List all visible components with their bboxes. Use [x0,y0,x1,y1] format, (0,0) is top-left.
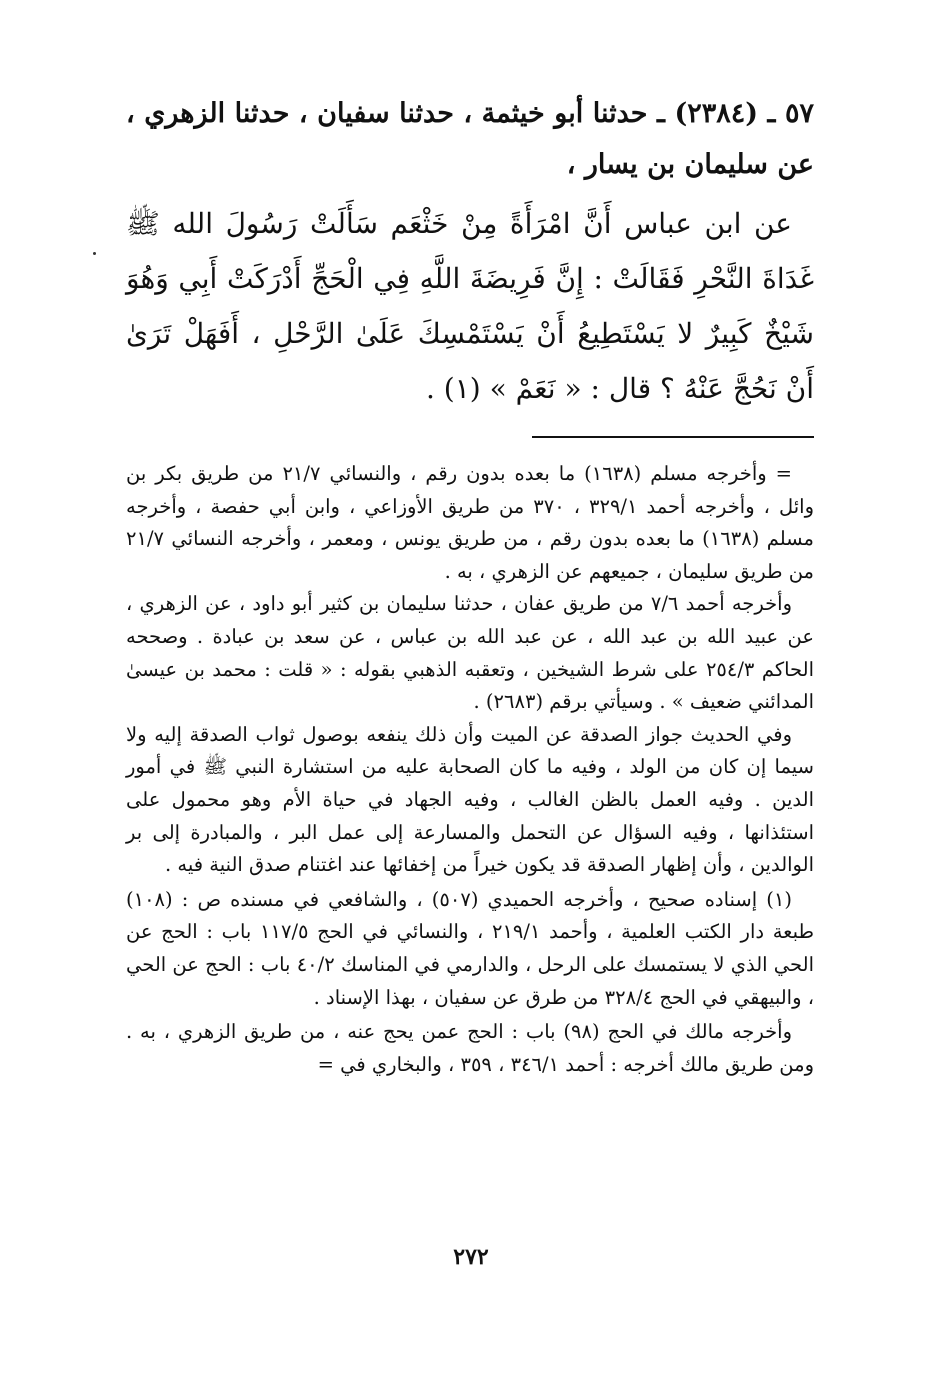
hadith-matn: عن ابن عباس أَنَّ امْرَأَةً مِنْ خَثْعَم سَأَلَتْ رَسُولَ الله ﷺ غَدَاةَ النَّحْرِ فَقَالَتْ : إِنَّ فَرِيضَةَ اللَّهِ فِي الْحَجِّ أَدْرَكَتْ أَبِي وَهُوَ شَيْخٌ كَبِيرٌ لا يَسْتَطِيعُ أَنْ يَسْتَمْسِكَ عَلَىٰ الرَّحْلِ ، أَفَهَلْ تَرَىٰ أَنْ نَحُجَّ عَنْهُ ؟ قال : « نَعَمْ » (١) . [126,207,814,405]
isnad-text: حدثنا أبو خيثمة ، حدثنا سفيان ، حدثنا الزهري ، عن سليمان بن يسار ، [126,98,814,180]
footnote-paragraph: وأخرجه أحمد ٧/٦ من طريق عفان ، حدثنا سليمان بن كثير أبو داود ، عن الزهري ، عن عبيد الله بن عبد الله ، عن عبد الله بن عباس ، عن سعد بن عبادة . وصححه الحاكم ٢٥٤/٣ على شرط الشيخين ، وتعقبه الذهبي بقوله : « قلت : محمد بن عيسىٰ المدائني ضعيف » . وسيأتي برقم (٢٦٨٣) . [126,592,814,714]
hadith-isnad [126,88,814,190]
hadith-number: ٥٧ ـ (٢٣٨٤) ـ [657,98,814,129]
footnote-paragraph: = وأخرجه مسلم (١٦٣٨) ما بعده بدون رقم ، والنسائي ٢١/٧ من طريق بكر بن وائل ، وأخرجه أحمد ٣٢٩/١ ، ٣٧٠ من طريق الأوزاعي ، وابن أبي حفصة ، وأخرجه مسلم (١٦٣٨) ما بعده بدون رقم ، من طريق يونس ، ومعمر ، وأخرجه النسائي ٢١/٧ من طريق سليمان ، جميعهم عن الزهري ، به . [126,462,814,583]
footnote-separator [532,436,814,438]
footnote-paragraph: وأخرجه مالك في الحج (٩٨) باب : الحج عمن يحج عنه ، من طريق الزهري ، به . ومن طريق مالك أخرجه : أحمد ٣٤٦/١ ، ٣٥٩ ، والبخاري في = [126,1020,814,1076]
footnote-paragraph: وفي الحديث جواز الصدقة عن الميت وأن ذلك ينفعه بوصول ثواب الصدقة إليه ولا سيما إن كان من الولد ، وفيه ما كان الصحابة عليه من استشارة النبي ﷺ في أمور الدين . وفيه العمل بالظن الغالب ، وفيه الجهاد في حياة الأم وهو محمول على استئذانها ، وفيه السؤال عن التحمل والمسارعة إلى عمل البر ، والمبادرة إلى بر الوالدين ، وأن إظهار الصدقة قد يكون خيراً من إخفائها عند اغتنام صدق النية فيه . [126,722,814,877]
page-number: ٢٧٢ [453,1244,489,1270]
footnote-paragraph: (١) إسناده صحيح ، وأخرجه الحميدي (٥٠٧) ، والشافعي في مسنده ص : (١٠٨) طبعة دار الكتب العلمية ، وأحمد ٢١٩/١ ، والنسائي في الحج ١١٧/٥ باب : الحج عن الحي الذي لا يستمسك على الرحل ، والدارمي في المناسك ٤٠/٢ باب : الحج عن الحي ، والبيهقي في الحج ٣٢٨/٤ من طرق عن سفيان ، بهذا الإسناد . [126,887,814,1009]
hadith-block [126,88,814,416]
margin-mark [93,252,96,255]
footnotes [126,458,814,1081]
